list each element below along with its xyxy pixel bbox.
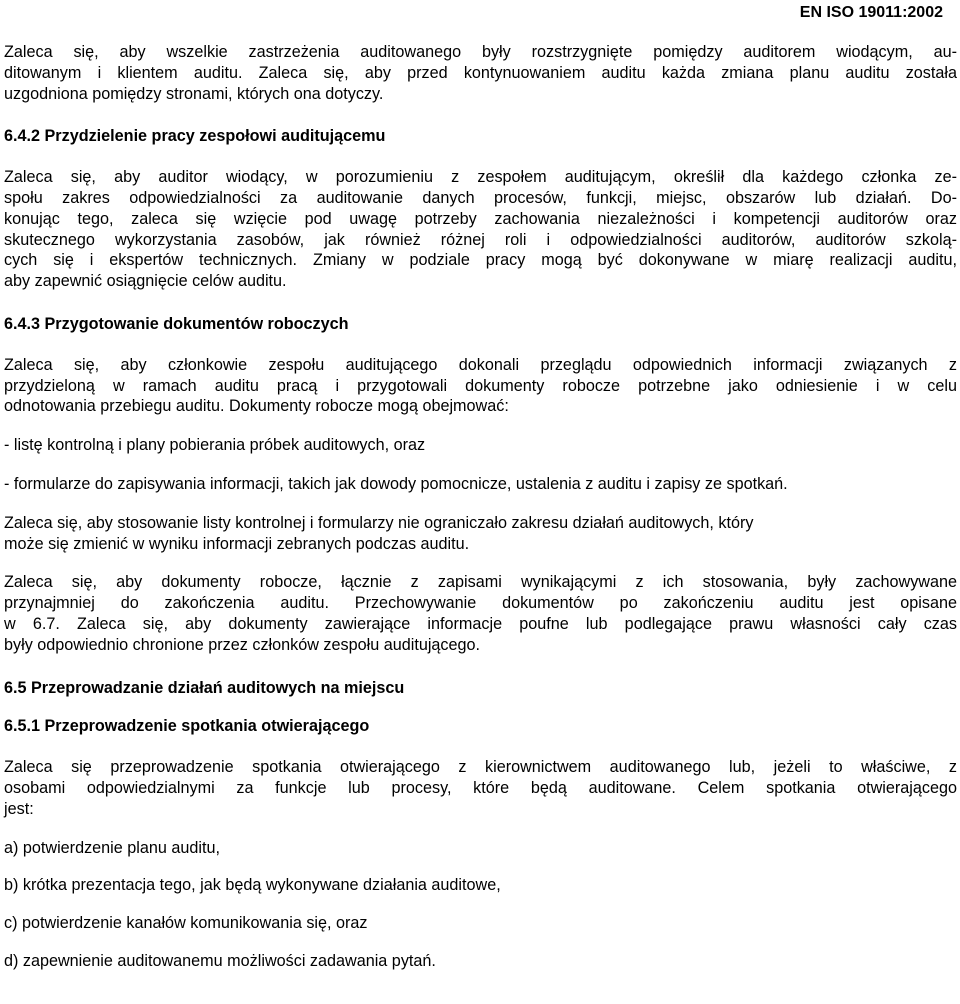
heading-6-5-1: 6.5.1 Przeprowadzenie spotkania otwierającego [4,717,370,736]
list-item-d: d) zapewnienie auditowanemu możliwości zadawania pytań. [4,951,436,970]
heading-6-4-2: 6.4.2 Przydzielenie pracy zespołowi auditującemu [4,127,386,146]
text-line: Zaleca się, aby członkowie zespołu auditującego dokonali przeglądu odpowiednich informacji związanych z [4,355,957,374]
list-item-b: b) krótka prezentacja tego, jak będą wykonywane działania auditowe, [4,876,501,895]
text-line: Zaleca się, aby auditor wiodący, w porozumieniu z zespołem auditującym, określił dla każdego członka ze- [4,168,957,187]
text-line: cych się i ekspertów technicznych. Zmiany w podziale pracy mogą być dokonywane w miarę realizacji auditu, [4,251,957,270]
text-line: przynajmniej do zakończenia auditu. Przechowywanie dokumentów po zakończeniu auditu jest opisane [4,594,957,613]
paragraph-6-5-1 [4,757,957,819]
bullet-checklist: - listę kontrolną i plany pobierania próbek auditowych, oraz [4,436,426,455]
heading-6-4-3: 6.4.3 Przygotowanie dokumentów roboczych [4,314,349,333]
text-line: przydzieloną w ramach auditu pracą i przygotowali dokumenty robocze potrzebne jako odniesienie i w celu [4,376,957,395]
document-body [4,42,957,989]
text-line: aby zapewnić osiągnięcie celów auditu. [4,272,287,291]
paragraph-checklist-use [4,513,957,555]
text-line: były odpowiednio chronione przez członków zespołu auditującego. [4,635,481,654]
text-line: odnotowania przebiegu auditu. Dokumenty robocze mogą obejmować: [4,397,509,416]
list-item-a: a) potwierdzenie planu auditu, [4,838,220,857]
paragraph-intro [4,42,957,104]
list-item-c: c) potwierdzenie kanałów komunikowania się, oraz [4,914,368,933]
paragraph-6-4-3 [4,355,957,417]
text-line: ditowanym i klientem auditu. Zaleca się, aby przed kontynuowaniem auditu każda zmiana planu auditu została [4,63,957,82]
standard-code: EN ISO 19011:2002 [799,4,943,21]
bullet-forms: - formularze do zapisywania informacji, takich jak dowody pomocnicze, ustalenia z auditu i zapisy ze spotkań. [4,474,788,493]
text-line: społu zakres odpowiedzialności za auditowanie danych procesów, funkcji, miejsc, obszarów lub działań. Do- [4,188,957,207]
text-line: uzgodniona pomiędzy stronami, których ona dotyczy. [4,84,384,103]
text-line: jest: [4,799,34,818]
text-line: Zaleca się przeprowadzenie spotkania otwierającego z kierownictwem auditowanego lub, jeżeli to właściwe, z [4,758,957,777]
text-line: Zaleca się, aby dokumenty robocze, łącznie z zapisami wynikającymi z ich stosowania, były zachowywane [4,573,957,592]
paragraph-6-4-2 [4,167,957,292]
text-line: Zaleca się, aby stosowanie listy kontrolnej i formularzy nie ograniczało zakresu działań auditowych, który [4,513,754,532]
heading-6-5: 6.5 Przeprowadzanie działań auditowych na miejscu [4,678,405,697]
text-line: skutecznego wykorzystania zasobów, jak również różnej roli i odpowiedzialności auditorów, auditorów szkolą- [4,230,957,249]
text-line: Zaleca się, aby wszelkie zastrzeżenia auditowanego były rozstrzygnięte pomiędzy auditorem wiodącym, au- [4,43,957,61]
paragraph-working-documents [4,572,957,655]
text-line: osobami odpowiedzialnymi za funkcje lub procesy, które będą auditowane. Celem spotkania otwierającego [4,778,957,797]
text-line: może się zmienić w wyniku informacji zebranych podczas auditu. [4,534,470,553]
text-line: konując tego, zaleca się wzięcie pod uwagę potrzeby zachowania niezależności i kompetencji auditorów oraz [4,209,957,228]
text-line: w 6.7. Zaleca się, aby dokumenty zawierające informacje poufne lub podlegające prawu własności cały czas [4,614,957,633]
